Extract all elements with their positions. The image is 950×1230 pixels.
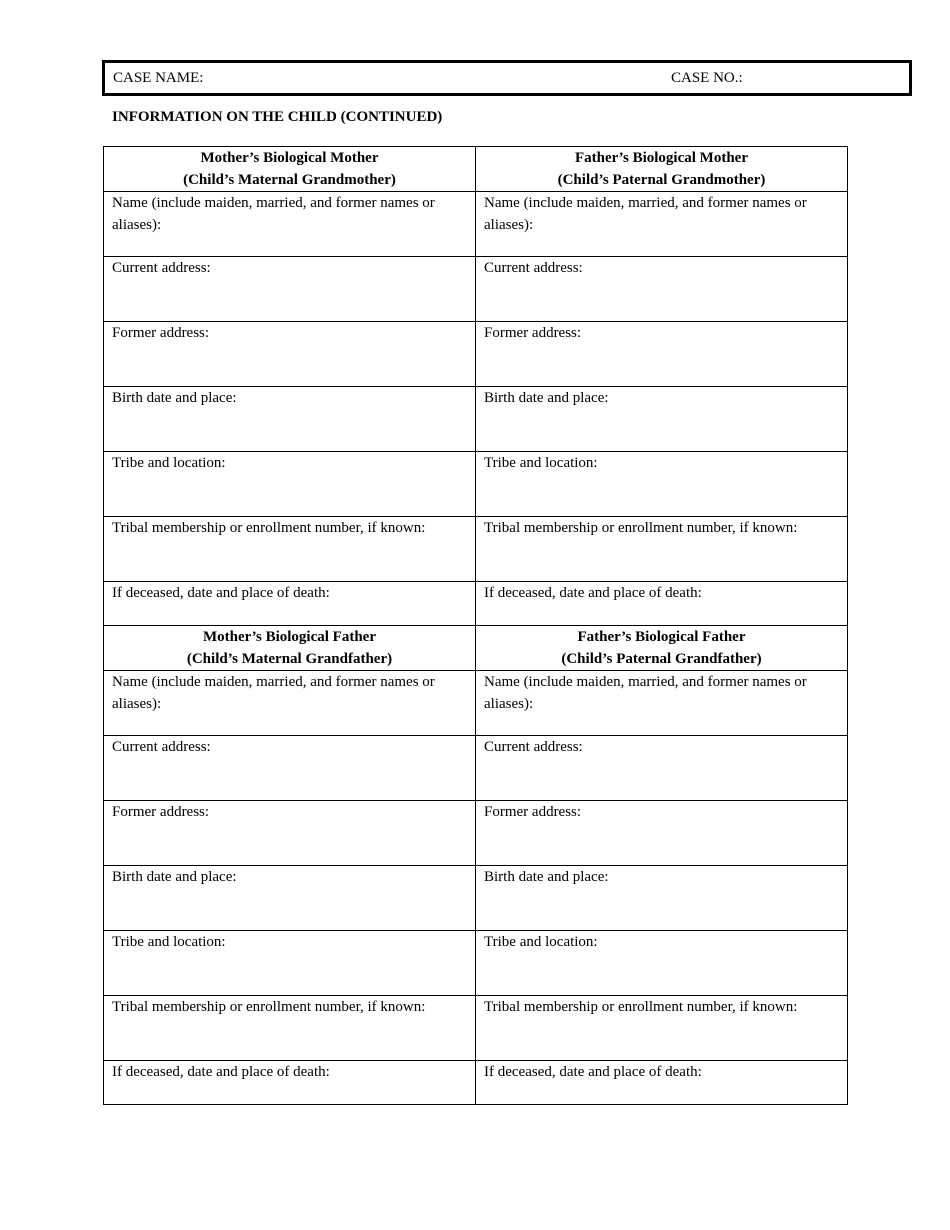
- paternal-grandmother-birth-field[interactable]: Birth date and place:: [476, 387, 848, 452]
- table-header-row-grandfathers: [104, 626, 848, 671]
- table-row: [104, 387, 848, 452]
- table-row: [104, 257, 848, 322]
- table-row: [104, 931, 848, 996]
- case-name-label: CASE NAME:: [113, 70, 204, 86]
- paternal-grandfather-membership-field[interactable]: Tribal membership or enrollment number, if known:: [476, 996, 848, 1061]
- paternal-grandmother-death-field[interactable]: If deceased, date and place of death:: [476, 582, 848, 626]
- paternal-grandmother-tribe-field[interactable]: Tribe and location:: [476, 452, 848, 517]
- maternal-grandmother-current-address-field[interactable]: Current address:: [104, 257, 476, 322]
- table-row: [104, 452, 848, 517]
- header-subtitle: (Child’s Paternal Grandfather): [561, 651, 762, 667]
- maternal-grandfather-header: [104, 626, 476, 671]
- paternal-grandfather-death-field[interactable]: If deceased, date and place of death:: [476, 1061, 848, 1105]
- table-row: [104, 1061, 848, 1105]
- maternal-grandmother-birth-field[interactable]: Birth date and place:: [104, 387, 476, 452]
- paternal-grandmother-header: [476, 147, 848, 192]
- maternal-grandfather-birth-field[interactable]: Birth date and place:: [104, 866, 476, 931]
- table-row: [104, 517, 848, 582]
- maternal-grandmother-tribe-field[interactable]: Tribe and location:: [104, 452, 476, 517]
- paternal-grandmother-name-field[interactable]: Name (include maiden, married, and former names or aliases):: [476, 192, 848, 257]
- header-subtitle: (Child’s Maternal Grandfather): [186, 651, 393, 667]
- maternal-grandmother-membership-field[interactable]: Tribal membership or enrollment number, if known:: [104, 517, 476, 582]
- header-subtitle: (Child’s Paternal Grandmother): [557, 172, 766, 188]
- table-row: [104, 671, 848, 736]
- section-title: INFORMATION ON THE CHILD (CONTINUED): [112, 109, 443, 125]
- paternal-grandfather-name-field[interactable]: Name (include maiden, married, and former names or aliases):: [476, 671, 848, 736]
- maternal-grandfather-membership-field[interactable]: Tribal membership or enrollment number, if known:: [104, 996, 476, 1061]
- maternal-grandmother-name-field[interactable]: Name (include maiden, married, and former names or aliases):: [104, 192, 476, 257]
- maternal-grandmother-former-address-field[interactable]: Former address:: [104, 322, 476, 387]
- table-row: [104, 736, 848, 801]
- header-title: Father’s Biological Mother: [574, 150, 748, 166]
- maternal-grandmother-header: [104, 147, 476, 192]
- paternal-grandfather-former-address-field[interactable]: Former address:: [476, 801, 848, 866]
- maternal-grandfather-name-field[interactable]: Name (include maiden, married, and former names or aliases):: [104, 671, 476, 736]
- paternal-grandfather-current-address-field[interactable]: Current address:: [476, 736, 848, 801]
- table-row: [104, 866, 848, 931]
- maternal-grandfather-former-address-field[interactable]: Former address:: [104, 801, 476, 866]
- paternal-grandmother-membership-field[interactable]: Tribal membership or enrollment number, if known:: [476, 517, 848, 582]
- table-header-row-grandmothers: [104, 147, 848, 192]
- paternal-grandfather-birth-field[interactable]: Birth date and place:: [476, 866, 848, 931]
- maternal-grandmother-death-field[interactable]: If deceased, date and place of death:: [104, 582, 476, 626]
- table-row: [104, 801, 848, 866]
- header-title: Mother’s Biological Mother: [200, 150, 379, 166]
- case-number-label: CASE NO.:: [671, 70, 743, 86]
- case-header-box: [102, 60, 912, 96]
- table-row: [104, 322, 848, 387]
- paternal-grandfather-header: [476, 626, 848, 671]
- paternal-grandfather-tribe-field[interactable]: Tribe and location:: [476, 931, 848, 996]
- grandparents-info-table: [103, 146, 848, 1105]
- maternal-grandfather-current-address-field[interactable]: Current address:: [104, 736, 476, 801]
- header-title: Mother’s Biological Father: [202, 629, 376, 645]
- table-row: [104, 582, 848, 626]
- paternal-grandmother-former-address-field[interactable]: Former address:: [476, 322, 848, 387]
- paternal-grandmother-current-address-field[interactable]: Current address:: [476, 257, 848, 322]
- table-row: [104, 996, 848, 1061]
- maternal-grandfather-death-field[interactable]: If deceased, date and place of death:: [104, 1061, 476, 1105]
- header-subtitle: (Child’s Maternal Grandmother): [183, 172, 396, 188]
- table-row: [104, 192, 848, 257]
- header-title: Father’s Biological Father: [577, 629, 746, 645]
- maternal-grandfather-tribe-field[interactable]: Tribe and location:: [104, 931, 476, 996]
